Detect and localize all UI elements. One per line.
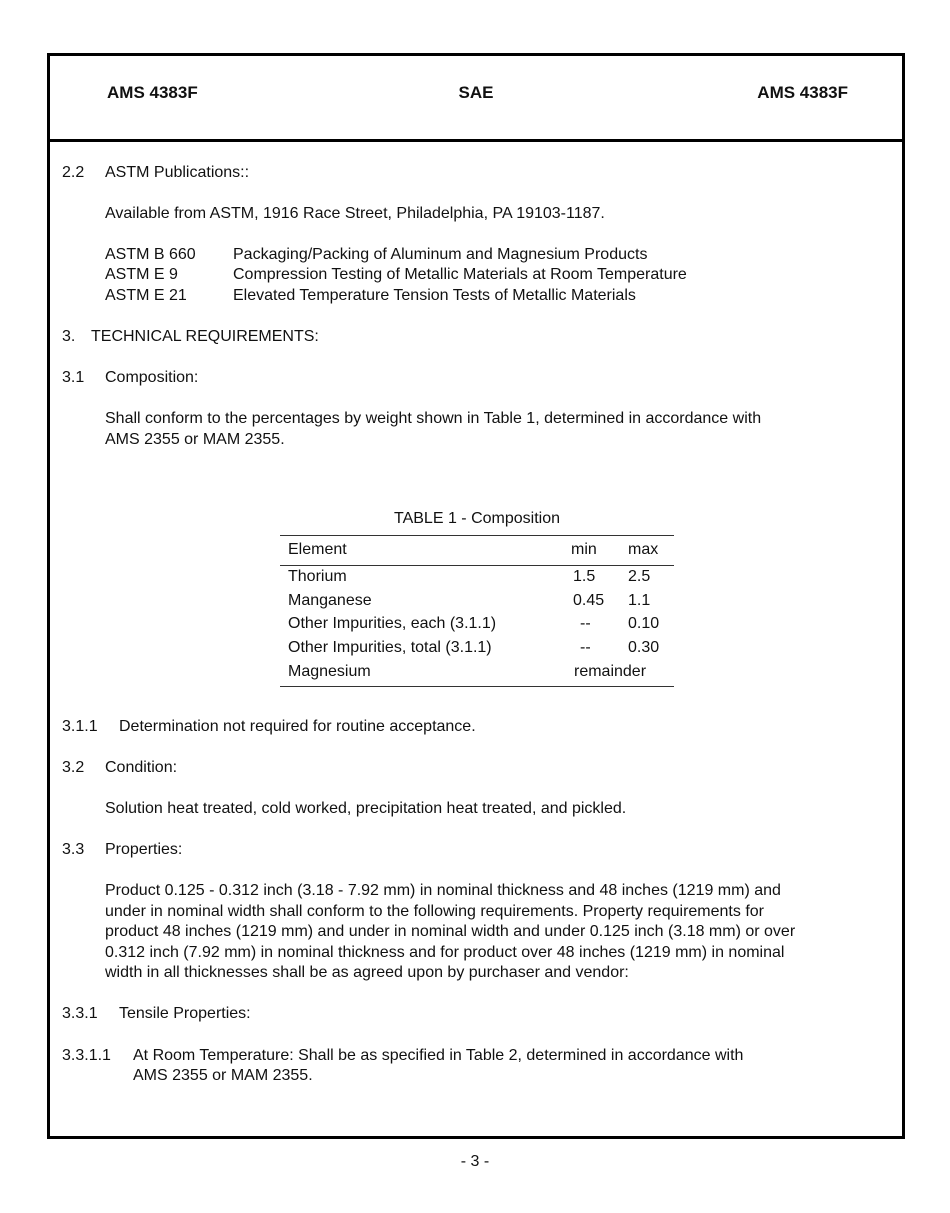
table-1-row-max: 1.1 bbox=[628, 592, 651, 609]
table-1-caption: TABLE 1 - Composition bbox=[394, 510, 560, 527]
table-1-header-rule bbox=[280, 565, 674, 566]
section-2-2-number: 2.2 bbox=[62, 164, 85, 181]
section-3-3-1-1-text-line-2: AMS 2355 or MAM 2355. bbox=[133, 1067, 313, 1084]
table-1-header-min: min bbox=[571, 541, 597, 558]
section-3-3-1-number: 3.3.1 bbox=[62, 1005, 98, 1022]
section-3-2-number: 3.2 bbox=[62, 759, 85, 776]
header-doc-id-left: AMS 4383F bbox=[107, 83, 198, 102]
table-1-row-max: 0.30 bbox=[628, 639, 660, 656]
section-3-1-number: 3.1 bbox=[62, 369, 85, 386]
ref-title-astm-e9: Compression Testing of Metallic Materials at Room Temperature bbox=[233, 266, 687, 283]
table-1-row-min: -- bbox=[580, 615, 591, 632]
section-3-1-text-line-2: AMS 2355 or MAM 2355. bbox=[105, 431, 285, 448]
ref-code-astm-e21: ASTM E 21 bbox=[105, 287, 187, 304]
table-1-header-max: max bbox=[628, 541, 659, 558]
section-3-1-1-text: Determination not required for routine acceptance. bbox=[119, 718, 476, 735]
ref-title-astm-b660: Packaging/Packing of Aluminum and Magnesium Products bbox=[233, 246, 648, 263]
section-3-3-text-line-3: product 48 inches (1219 mm) and under in nominal width and under 0.125 inch (3.18 mm) or over bbox=[105, 923, 796, 940]
section-3-3-1-1-number: 3.3.1.1 bbox=[62, 1047, 111, 1064]
section-3-3-text-line-4: 0.312 inch (7.92 mm) in nominal thickness and for product over 48 inches (1219 mm) in nominal bbox=[105, 944, 785, 961]
table-1-row-element: Thorium bbox=[288, 568, 347, 585]
table-1-row-element: Magnesium bbox=[288, 663, 371, 680]
ref-code-astm-b660: ASTM B 660 bbox=[105, 246, 196, 263]
table-1-bottom-rule bbox=[280, 686, 674, 687]
table-1-row-min: -- bbox=[580, 639, 591, 656]
section-3-title: TECHNICAL REQUIREMENTS: bbox=[91, 328, 319, 345]
table-1-row-element: Manganese bbox=[288, 592, 372, 609]
section-3-3-text-line-1: Product 0.125 - 0.312 inch (3.18 - 7.92 mm) in nominal thickness and 48 inches (1219 mm) and bbox=[105, 882, 781, 899]
page-frame bbox=[47, 53, 905, 1139]
table-1-row-element: Other Impurities, each (3.1.1) bbox=[288, 615, 497, 632]
table-1-row-min: 1.5 bbox=[573, 568, 596, 585]
ref-title-astm-e21: Elevated Temperature Tension Tests of Metallic Materials bbox=[233, 287, 636, 304]
page-number: - 3 - bbox=[460, 1153, 490, 1170]
section-3-3-text-line-2: under in nominal width shall conform to the following requirements. Property requirements for bbox=[105, 903, 764, 920]
astm-availability: Available from ASTM, 1916 Race Street, Philadelphia, PA 19103-1187. bbox=[105, 205, 605, 222]
section-3-2-text: Solution heat treated, cold worked, precipitation heat treated, and pickled. bbox=[105, 800, 627, 817]
table-1-row-element: Other Impurities, total (3.1.1) bbox=[288, 639, 492, 656]
table-1-row-max: 0.10 bbox=[628, 615, 660, 632]
header-doc-id-right: AMS 4383F bbox=[757, 83, 848, 102]
section-3-2-title: Condition: bbox=[105, 759, 178, 776]
section-3-1-1-number: 3.1.1 bbox=[62, 718, 98, 735]
table-1-row-min: 0.45 bbox=[573, 592, 605, 609]
table-1-top-rule bbox=[280, 535, 674, 536]
section-3-3-number: 3.3 bbox=[62, 841, 85, 858]
section-3-3-1-title: Tensile Properties: bbox=[119, 1005, 251, 1022]
ref-code-astm-e9: ASTM E 9 bbox=[105, 266, 178, 283]
section-3-1-title: Composition: bbox=[105, 369, 199, 386]
table-1-row-remainder: remainder bbox=[574, 663, 647, 680]
section-3-3-title: Properties: bbox=[105, 841, 183, 858]
section-3-number: 3. bbox=[62, 328, 76, 345]
section-3-3-text-line-5: width in all thicknesses shall be as agreed upon by purchaser and vendor: bbox=[105, 964, 629, 981]
table-1-row-max: 2.5 bbox=[628, 568, 651, 585]
page-header bbox=[50, 56, 902, 142]
section-3-3-1-1-text-line-1: At Room Temperature: Shall be as specified in Table 2, determined in accordance with bbox=[133, 1047, 744, 1064]
table-1-header-element: Element bbox=[288, 541, 347, 558]
section-3-1-text-line-1: Shall conform to the percentages by weight shown in Table 1, determined in accordance with bbox=[105, 410, 762, 427]
section-2-2-title: ASTM Publications:: bbox=[105, 164, 250, 181]
header-org: SAE bbox=[458, 83, 494, 102]
